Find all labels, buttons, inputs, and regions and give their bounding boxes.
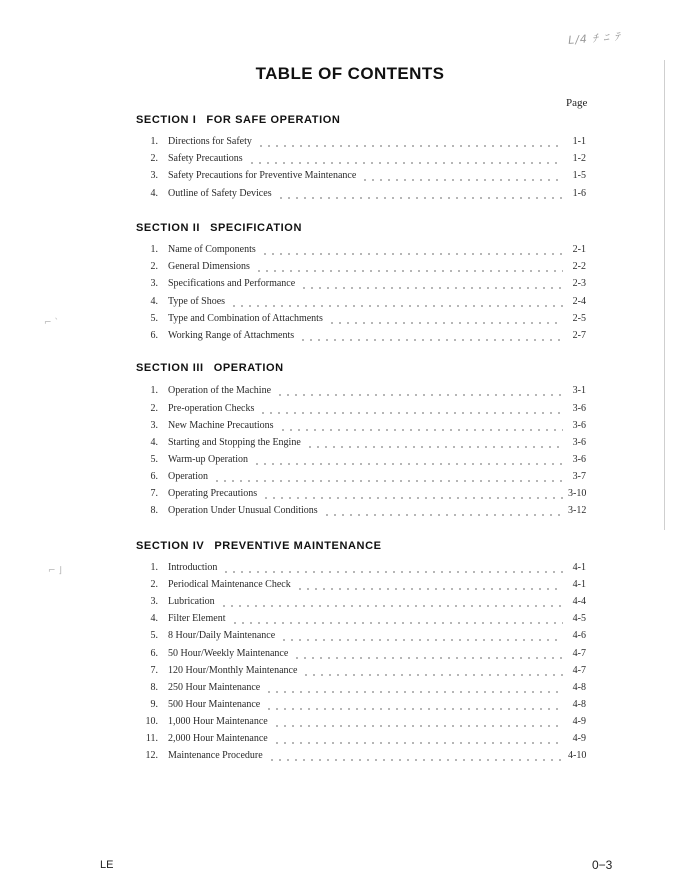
- entry-title: Safety Precautions: [168, 153, 243, 164]
- dot-leader: [276, 394, 563, 396]
- toc-entry: [140, 385, 586, 399]
- entry-number: 3.: [150, 170, 158, 181]
- entry-title: Working Range of Attachments: [168, 330, 295, 341]
- section-heading: [136, 114, 340, 126]
- toc-entry: [140, 733, 586, 747]
- entry-title: Starting and Stopping the Engine: [168, 437, 301, 448]
- entry-number: 10.: [145, 716, 158, 727]
- section-heading: [136, 540, 382, 552]
- toc-entry: [140, 613, 586, 627]
- dot-leader: [231, 622, 564, 624]
- toc-entry: [140, 682, 586, 696]
- dot-leader: [222, 571, 563, 573]
- entry-number: 2.: [150, 403, 158, 414]
- entry-number: 5.: [150, 313, 158, 324]
- dot-leader: [299, 339, 563, 341]
- dot-leader: [261, 253, 563, 255]
- section-number: SECTION I: [136, 114, 197, 126]
- entry-number: 6.: [150, 471, 158, 482]
- toc-entry: [140, 630, 586, 644]
- toc-entry: [140, 596, 586, 610]
- entry-title: Specifications and Performance: [168, 278, 296, 289]
- entry-title: 120 Hour/Monthly Maintenance: [168, 665, 298, 676]
- dot-leader: [259, 412, 563, 414]
- entry-page: 3-6: [572, 403, 586, 414]
- toc-entry: [140, 244, 586, 258]
- entry-page: 2-5: [572, 313, 586, 324]
- toc-entry: [140, 188, 586, 202]
- entry-title: Periodical Maintenance Check: [168, 579, 291, 590]
- toc-entry: [140, 471, 586, 485]
- entry-title: Pre-operation Checks: [168, 403, 255, 414]
- entry-title: 250 Hour Maintenance: [168, 682, 261, 693]
- toc-entry: [140, 562, 586, 576]
- toc-entry: [140, 579, 586, 593]
- entry-number: 5.: [150, 454, 158, 465]
- toc-entry: [140, 750, 586, 764]
- entry-title: New Machine Precautions: [168, 420, 274, 431]
- page-column-heading: Page: [566, 97, 588, 109]
- entry-number: 1.: [150, 136, 158, 147]
- toc-entry: [140, 454, 586, 468]
- entry-page: 1-2: [572, 153, 586, 164]
- entry-title: Type and Combination of Attachments: [168, 313, 323, 324]
- entry-page: 3-10: [568, 488, 587, 499]
- toc-entry: [140, 488, 586, 502]
- section-number: SECTION II: [136, 222, 201, 234]
- entry-page: 3-6: [572, 420, 586, 431]
- entry-number: 3.: [150, 420, 158, 431]
- entry-page: 3-12: [568, 505, 587, 516]
- entry-number: 1.: [150, 562, 158, 573]
- entry-page: 4-6: [572, 630, 586, 641]
- toc-entry: [140, 403, 586, 417]
- entry-title: 50 Hour/Weekly Maintenance: [168, 648, 289, 659]
- entry-title: Maintenance Procedure: [168, 750, 263, 761]
- entry-title: Introduction: [168, 562, 218, 573]
- toc-entry: [140, 716, 586, 730]
- dot-leader: [306, 446, 563, 448]
- entry-number: 8.: [150, 505, 158, 516]
- dot-leader: [273, 742, 563, 744]
- dot-leader: [302, 674, 563, 676]
- toc-entry: [140, 420, 586, 434]
- section-heading: [136, 222, 302, 234]
- toc-entry: [140, 261, 586, 275]
- toc-entry: [140, 505, 586, 519]
- entry-page: 2-7: [572, 330, 586, 341]
- entry-title: 8 Hour/Daily Maintenance: [168, 630, 276, 641]
- entry-title: 1,000 Hour Maintenance: [168, 716, 268, 727]
- dot-leader: [293, 657, 563, 659]
- entry-title: Operation Under Unusual Conditions: [168, 505, 318, 516]
- entry-page: 1-5: [572, 170, 586, 181]
- entry-title: Safety Precautions for Preventive Maintenance: [168, 170, 357, 181]
- entry-title: Filter Element: [168, 613, 226, 624]
- toc-entry: [140, 153, 586, 167]
- dot-leader: [280, 639, 563, 641]
- entry-number: 6.: [150, 648, 158, 659]
- margin-scan-mark: ⌐ ⌋: [48, 566, 62, 576]
- entry-page: 4-8: [572, 682, 586, 693]
- entry-page: 3-6: [572, 437, 586, 448]
- entry-page: 3-6: [572, 454, 586, 465]
- scan-edge-line: [664, 60, 665, 530]
- entry-page: 4-7: [572, 665, 586, 676]
- dot-leader: [248, 162, 563, 164]
- entry-number: 7.: [150, 488, 158, 499]
- entry-title: Outline of Safety Devices: [168, 188, 272, 199]
- section-number: SECTION III: [136, 362, 204, 374]
- entry-title: Type of Shoes: [168, 296, 226, 307]
- entry-number: 1.: [150, 244, 158, 255]
- entry-page: 2-3: [572, 278, 586, 289]
- entry-page: 4-4: [572, 596, 586, 607]
- section-title: OPERATION: [213, 362, 284, 374]
- entry-page: 4-8: [572, 699, 586, 710]
- dot-leader: [328, 322, 563, 324]
- entry-page: 2-4: [572, 296, 586, 307]
- entry-page: 1-6: [572, 188, 586, 199]
- entry-number: 11.: [145, 733, 158, 744]
- entry-page: 4-9: [572, 716, 586, 727]
- entry-number: 2.: [150, 153, 158, 164]
- page-title: TABLE OF CONTENTS: [255, 64, 445, 83]
- section-number: SECTION IV: [136, 540, 205, 552]
- entry-number: 7.: [150, 665, 158, 676]
- dot-leader: [255, 270, 563, 272]
- dot-leader: [262, 497, 563, 499]
- entry-number: 6.: [150, 330, 158, 341]
- toc-entry: [140, 648, 586, 662]
- footer-code: LE: [100, 859, 114, 871]
- entry-page: 3-7: [572, 471, 586, 482]
- dot-leader: [277, 197, 563, 199]
- section-title: FOR SAFE OPERATION: [206, 114, 341, 126]
- dot-leader: [253, 463, 563, 465]
- entry-page: 4-5: [572, 613, 586, 624]
- dot-leader: [279, 429, 563, 431]
- toc-entry: [140, 313, 586, 327]
- toc-entry: [140, 136, 586, 150]
- dot-leader: [361, 179, 563, 181]
- entry-number: 9.: [150, 699, 158, 710]
- dot-leader: [296, 588, 563, 590]
- entry-number: 12.: [145, 750, 158, 761]
- toc-entry: [140, 330, 586, 344]
- entry-number: 4.: [150, 296, 158, 307]
- entry-title: 2,000 Hour Maintenance: [168, 733, 268, 744]
- dot-leader: [257, 145, 563, 147]
- dot-leader: [220, 605, 563, 607]
- entry-number: 2.: [150, 261, 158, 272]
- toc-entry: [140, 296, 586, 310]
- dot-leader: [300, 287, 563, 289]
- toc-entry: [140, 699, 586, 713]
- entry-number: 1.: [150, 385, 158, 396]
- page-number: 0−3: [592, 858, 613, 872]
- entry-page: 1-1: [572, 136, 586, 147]
- margin-scan-mark: ⌐ ˋ: [44, 318, 59, 328]
- dot-leader: [230, 305, 563, 307]
- dot-leader: [273, 725, 563, 727]
- entry-title: Directions for Safety: [168, 136, 252, 147]
- entry-title: 500 Hour Maintenance: [168, 699, 261, 710]
- entry-title: Operation of the Machine: [168, 385, 272, 396]
- dot-leader: [265, 691, 563, 693]
- entry-title: Operating Precautions: [168, 488, 258, 499]
- entry-number: 4.: [150, 188, 158, 199]
- entry-page: 4-1: [572, 562, 586, 573]
- entry-number: 5.: [150, 630, 158, 641]
- toc-entry: [140, 437, 586, 451]
- dot-leader: [268, 759, 563, 761]
- entry-number: 3.: [150, 278, 158, 289]
- toc-entry: [140, 278, 586, 292]
- handwritten-note: L/4 ﾁ ﾆ ﾃ: [567, 30, 622, 47]
- entry-page: 3-1: [572, 385, 586, 396]
- entry-title: Warm-up Operation: [168, 454, 248, 465]
- entry-number: 3.: [150, 596, 158, 607]
- entry-title: Name of Components: [168, 244, 256, 255]
- entry-title: Lubrication: [168, 596, 215, 607]
- section-heading: [136, 362, 284, 374]
- section-title: PREVENTIVE MAINTENANCE: [214, 540, 382, 552]
- entry-page: 2-1: [572, 244, 586, 255]
- entry-number: 2.: [150, 579, 158, 590]
- toc-entry: [140, 170, 586, 184]
- entry-title: General Dimensions: [168, 261, 250, 272]
- entry-number: 4.: [150, 613, 158, 624]
- entry-page: 4-10: [568, 750, 587, 761]
- entry-page: 2-2: [572, 261, 586, 272]
- entry-page: 4-1: [572, 579, 586, 590]
- section-title: SPECIFICATION: [210, 222, 302, 234]
- dot-leader: [265, 708, 563, 710]
- dot-leader: [213, 480, 563, 482]
- entry-number: 8.: [150, 682, 158, 693]
- toc-entry: [140, 665, 586, 679]
- entry-number: 4.: [150, 437, 158, 448]
- entry-title: Operation: [168, 471, 208, 482]
- entry-page: 4-7: [572, 648, 586, 659]
- entry-page: 4-9: [572, 733, 586, 744]
- dot-leader: [323, 514, 563, 516]
